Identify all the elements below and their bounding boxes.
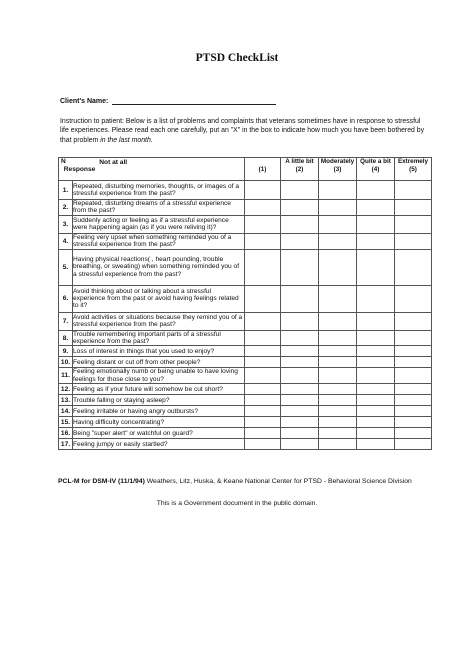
rating-box-1[interactable] [245,395,281,406]
rating-box-3[interactable] [319,406,357,417]
table-row [59,439,432,450]
rating-box-1[interactable] [245,368,281,384]
rating-box-2[interactable] [281,330,319,346]
table-row [59,285,432,312]
rating-box-1[interactable] [245,439,281,450]
rating-box-5[interactable] [395,312,432,330]
table-row [59,249,432,285]
client-name-label: Client's Name: [60,98,109,105]
instructions [60,117,426,145]
rating-box-2[interactable] [281,312,319,330]
item-text: Feeling distant or cut off from other people? [73,357,245,368]
rating-box-5[interactable] [395,428,432,439]
header-scale-1: (1) [245,158,281,181]
table-row [59,215,432,233]
rating-box-1[interactable] [245,428,281,439]
rating-box-1[interactable] [245,384,281,395]
rating-box-2[interactable] [281,233,319,249]
table-row [59,368,432,384]
rating-box-1[interactable] [245,200,281,216]
header-scale-5: Extremely (5) [395,158,432,181]
rating-box-2[interactable] [281,395,319,406]
header-num-response [59,158,245,181]
header-not-at-all: Not at all [99,159,128,166]
rating-box-5[interactable] [395,181,432,200]
item-text: Repeated, disturbing dreams of a stressful experience from the past? [73,200,245,216]
table-row [59,406,432,417]
item-number: 16. [59,428,73,439]
rating-box-3[interactable] [319,233,357,249]
item-number: 3. [59,215,73,233]
table-row [59,330,432,346]
rating-box-5[interactable] [395,368,432,384]
rating-box-2[interactable] [281,357,319,368]
item-number: 13. [59,395,73,406]
rating-box-2[interactable] [281,368,319,384]
rating-box-3[interactable] [319,330,357,346]
rating-box-3[interactable] [319,368,357,384]
item-text: Being "super alert" or watchful on guard? [73,428,245,439]
item-number: 15. [59,417,73,428]
item-text: Avoid thinking about or talking about a stressful experience from the past or avoid having feelings related to it? [73,285,245,312]
rating-box-3[interactable] [319,181,357,200]
rating-box-3[interactable] [319,215,357,233]
public-domain-notice: This is a Government document in the public domain. [156,500,318,507]
item-number: 14. [59,406,73,417]
item-text: Feeling emotionally numb or being unable to have loving feelings for those close to you? [73,368,245,384]
table-row [59,200,432,216]
rating-box-3[interactable] [319,200,357,216]
table-row [59,417,432,428]
rating-box-4[interactable] [357,395,395,406]
rating-box-1[interactable] [245,233,281,249]
rating-box-2[interactable] [281,346,319,357]
rating-box-2[interactable] [281,417,319,428]
rating-box-1[interactable] [245,215,281,233]
rating-box-5[interactable] [395,249,432,285]
table-header-row [59,158,432,181]
rating-box-2[interactable] [281,285,319,312]
rating-box-5[interactable] [395,215,432,233]
rating-box-4[interactable] [357,346,395,357]
citation [58,478,412,485]
item-text: Having physical reactions( , heart pounding, trouble breathing, or sweating) when something reminded you of a stressful experience from the past? [73,249,245,285]
rating-box-4[interactable] [357,285,395,312]
rating-box-4[interactable] [357,215,395,233]
item-text: Trouble falling or staying asleep? [73,395,245,406]
rating-box-3[interactable] [319,428,357,439]
rating-box-5[interactable] [395,395,432,406]
rating-box-3[interactable] [319,384,357,395]
rating-box-2[interactable] [281,439,319,450]
item-text: Feeling very upset when something reminded you of a stressful experience from the past? [73,233,245,249]
rating-box-3[interactable] [319,357,357,368]
item-text: Avoid activities or situations because they remind you of a stressful experience from the past? [73,312,245,330]
item-text: Having difficulty concentrating? [73,417,245,428]
client-name-line[interactable] [112,97,276,105]
item-text: Suddenly acting or feeling as if a stressful experience were happening again (as if you were reliving it)? [73,215,245,233]
table-row [59,428,432,439]
rating-box-3[interactable] [319,285,357,312]
table-row [59,357,432,368]
item-number: 12. [59,384,73,395]
rating-box-3[interactable] [319,312,357,330]
rating-box-2[interactable] [281,181,319,200]
rating-box-2[interactable] [281,428,319,439]
rating-box-5[interactable] [395,384,432,395]
rating-box-5[interactable] [395,417,432,428]
rating-box-4[interactable] [357,330,395,346]
rating-box-3[interactable] [319,346,357,357]
item-number: 8. [59,330,73,346]
rating-box-1[interactable] [245,330,281,346]
rating-box-4[interactable] [357,428,395,439]
rating-box-3[interactable] [319,395,357,406]
item-number: 5. [59,249,73,285]
item-number: 1. [59,181,73,200]
rating-box-3[interactable] [319,249,357,285]
header-scale-4: Quite a bit (4) [357,158,395,181]
item-number: 4. [59,233,73,249]
item-number: 2. [59,200,73,216]
table-row [59,181,432,200]
rating-box-5[interactable] [395,330,432,346]
rating-box-1[interactable] [245,249,281,285]
citation-form: PCL-M for DSM-IV (11/1/94) [58,478,145,485]
item-number: 11. [59,368,73,384]
header-response: Response [63,166,96,173]
rating-box-4[interactable] [357,312,395,330]
rating-box-1[interactable] [245,346,281,357]
header-scale-3: Moderately (3) [319,158,357,181]
rating-box-4[interactable] [357,357,395,368]
table-row [59,384,432,395]
rating-box-5[interactable] [395,406,432,417]
table-row [59,395,432,406]
rating-box-4[interactable] [357,439,395,450]
rating-box-1[interactable] [245,181,281,200]
rating-box-4[interactable] [357,249,395,285]
rating-box-1[interactable] [245,417,281,428]
rating-box-3[interactable] [319,417,357,428]
citation-authors: Weathers, Litz, Huska, & Keane National Center for PTSD - Behavioral Science Division [144,478,412,485]
item-number: 17. [59,439,73,450]
rating-box-4[interactable] [357,406,395,417]
rating-box-2[interactable] [281,200,319,216]
item-text: Feeling as if your future will somehow be cut short? [73,384,245,395]
rating-box-1[interactable] [245,406,281,417]
checklist-table [58,157,432,450]
rating-box-4[interactable] [357,368,395,384]
rating-box-1[interactable] [245,285,281,312]
rating-box-2[interactable] [281,406,319,417]
rating-box-4[interactable] [357,384,395,395]
table-row [59,346,432,357]
instructions-emphasis: in the last month. [100,136,153,144]
instructions-text: Instruction to patient: Below is a list of problems and complaints that veterans sometimes have in response to stressful life experiences. Please read each one carefully, put an "X" in the box to indicate how much you have been bothered by that problem [60,118,425,144]
item-text: Loss of interest in things that you used to enjoy? [73,346,245,357]
rating-box-1[interactable] [245,312,281,330]
table-row [59,233,432,249]
item-number: 10. [59,357,73,368]
rating-box-5[interactable] [395,233,432,249]
rating-box-1[interactable] [245,357,281,368]
rating-box-4[interactable] [357,200,395,216]
item-number: 6. [59,285,73,312]
rating-box-4[interactable] [357,181,395,200]
rating-box-5[interactable] [395,357,432,368]
page-title: PTSD CheckList [195,52,279,64]
item-number: 9. [59,346,73,357]
rating-box-4[interactable] [357,233,395,249]
header-scale-2: A little bit (2) [281,158,319,181]
item-text: Feeling irritable or having angry outbursts? [73,406,245,417]
rating-box-5[interactable] [395,346,432,357]
item-number: 7. [59,312,73,330]
item-text: Feeling jumpy or easily startled? [73,439,245,450]
item-text: Trouble remembering important parts of a stressful experience from the past? [73,330,245,346]
rating-box-5[interactable] [395,285,432,312]
rating-box-2[interactable] [281,249,319,285]
header-num: N [61,158,66,165]
rating-box-2[interactable] [281,384,319,395]
rating-box-3[interactable] [319,439,357,450]
item-text: Repeated, disturbing memories, thoughts, or images of a stressful experience from the past? [73,181,245,200]
rating-box-4[interactable] [357,417,395,428]
rating-box-2[interactable] [281,215,319,233]
table-row [59,312,432,330]
rating-box-5[interactable] [395,439,432,450]
client-name-field [60,97,276,105]
rating-box-5[interactable] [395,200,432,216]
